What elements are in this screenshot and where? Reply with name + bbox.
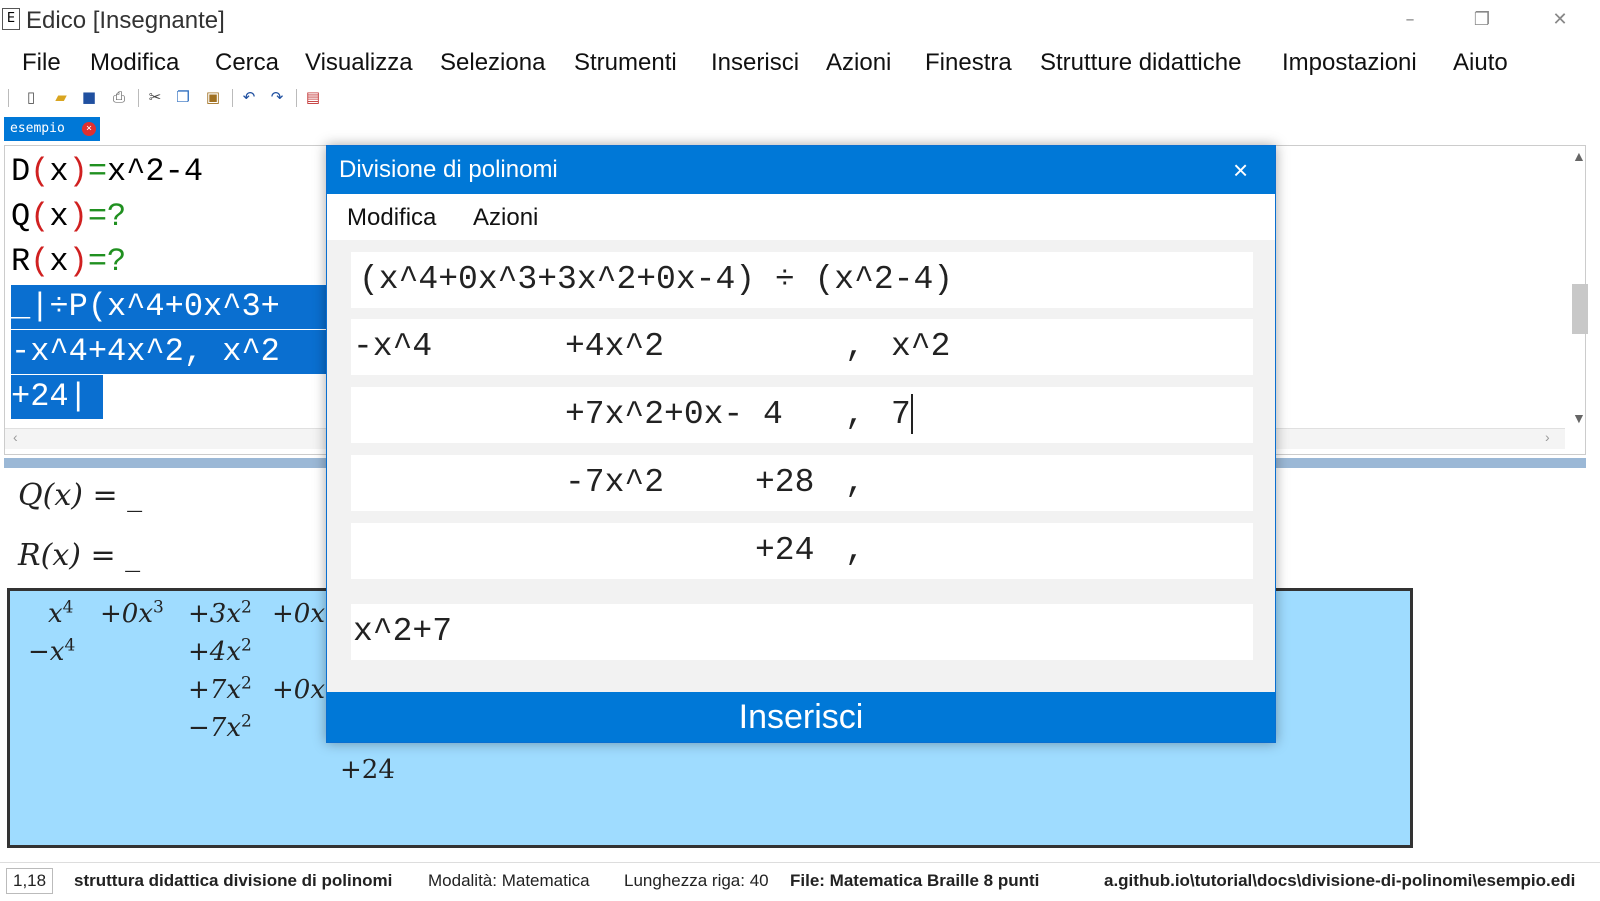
minimize-button[interactable]: – <box>1405 9 1415 30</box>
scroll-down-icon[interactable]: ▼ <box>1572 410 1586 426</box>
text-caret <box>911 394 913 434</box>
print-icon[interactable]: ⎙ <box>112 88 125 106</box>
row-comma: , <box>845 532 865 569</box>
dialog-menu-azioni[interactable]: Azioni <box>473 204 539 231</box>
expression: ? <box>107 198 127 235</box>
paren: ) <box>68 198 88 235</box>
paren: ( <box>30 153 50 190</box>
row-comma: , <box>845 328 865 365</box>
selected-line-5: -x^4+4x^2, x^2 <box>11 330 331 374</box>
row-right: 7 <box>891 396 911 433</box>
open-folder-icon[interactable]: ▰ <box>55 88 67 106</box>
q-eq: = _ <box>82 478 143 513</box>
variable: x <box>49 198 69 235</box>
title-bar <box>0 0 1600 42</box>
status-bar <box>0 862 1600 901</box>
preview-term: $+0x^3$ <box>100 597 164 629</box>
preview-term: $-x^4$ <box>28 635 76 667</box>
preview-term: +0x <box>272 675 325 705</box>
quotient-preview: Q(x) = _ <box>18 478 143 513</box>
insert-button[interactable]: Inserisci <box>327 692 1275 742</box>
dialog-title-bar <box>327 146 1275 194</box>
division-step-row[interactable] <box>351 523 1253 579</box>
variable: x <box>49 153 69 190</box>
toolbar-separator <box>296 89 297 107</box>
status-structure: struttura didattica divisione di polinomi <box>74 871 393 890</box>
scroll-right-icon[interactable]: › <box>1545 429 1550 445</box>
row-left: -x^4 <box>353 328 433 365</box>
status-file-mode: File: Matematica Braille 8 punti <box>790 871 1040 890</box>
preview-term: $x^4$ <box>48 597 74 629</box>
result-field[interactable] <box>351 604 1253 660</box>
tab-label: esempio <box>10 121 65 136</box>
scroll-thumb[interactable] <box>1572 284 1588 334</box>
dialog-title: Divisione di polinomi <box>339 156 558 183</box>
copy-icon[interactable]: ❐ <box>176 88 190 106</box>
paren: ( <box>30 198 50 235</box>
dialog-menu-modifica[interactable]: Modifica <box>347 204 437 231</box>
q-label: Q <box>18 478 43 513</box>
menu-strutture-didattiche[interactable]: Strutture didattiche <box>1040 49 1242 76</box>
row-text: (x^4+0x^3+3x^2+0x-4) ÷ (x^2-4) <box>359 261 954 298</box>
menu-strumenti[interactable]: Strumenti <box>574 49 677 76</box>
editor-line-2 <box>11 195 126 239</box>
row-mid: -7x^2 <box>565 464 665 501</box>
preview-term: $+4x^2$ <box>188 635 252 667</box>
line-name: Q <box>11 198 31 235</box>
scroll-left-icon[interactable]: ‹ <box>13 429 18 445</box>
paren: ( <box>30 243 50 280</box>
cursor-position: 1,18 <box>6 868 53 894</box>
q-var: x <box>54 478 72 513</box>
restore-button[interactable]: ❐ <box>1473 9 1491 30</box>
pdf-icon[interactable]: ▤ <box>305 88 321 106</box>
toolbar-separator <box>232 89 233 107</box>
row-comma: , <box>845 464 865 501</box>
status-path: a.github.io\tutorial\docs\divisione-di-polinomi\esempio.edi <box>1104 871 1576 890</box>
new-file-icon[interactable]: ▯ <box>26 88 36 106</box>
equals: = <box>87 153 108 190</box>
redo-icon[interactable]: ↷ <box>270 88 284 106</box>
dialog-menu-bar <box>327 194 1275 240</box>
preview-term: $+7x^2$ <box>188 673 252 705</box>
menu-aiuto[interactable]: Aiuto <box>1453 49 1508 76</box>
preview-term: $+3x^2$ <box>188 597 252 629</box>
line-name: R <box>11 243 31 280</box>
menu-modifica[interactable]: Modifica <box>90 49 180 76</box>
editor-line-3 <box>11 240 126 284</box>
document-tab[interactable] <box>4 117 100 141</box>
r-eq: = _ <box>80 538 141 573</box>
cut-icon[interactable]: ✂ <box>148 88 162 106</box>
r-var: x <box>52 538 70 573</box>
dialog-close-icon[interactable]: × <box>1233 155 1249 185</box>
row-mid2: +28 <box>755 464 815 501</box>
variable: x <box>49 243 69 280</box>
menu-inserisci[interactable]: Inserisci <box>711 49 800 76</box>
menu-azioni[interactable]: Azioni <box>826 49 892 76</box>
division-step-row[interactable] <box>351 319 1253 375</box>
paren: ) <box>68 243 88 280</box>
r-label: R <box>18 538 41 573</box>
equals: = <box>87 243 108 280</box>
close-window-button[interactable]: ✕ <box>1552 9 1568 30</box>
editor-line-1 <box>11 150 203 194</box>
menu-finestra[interactable]: Finestra <box>925 49 1012 76</box>
polynomial-division-dialog <box>326 145 1276 743</box>
menu-visualizza[interactable]: Visualizza <box>305 49 413 76</box>
toolbar <box>0 86 340 112</box>
division-step-row[interactable] <box>351 455 1253 511</box>
status-line-length: Lunghezza riga: 40 <box>624 871 769 890</box>
preview-term: $-7x^2$ <box>188 711 252 743</box>
row-comma: , <box>845 396 865 433</box>
menu-file[interactable]: File <box>22 49 61 76</box>
paren: ) <box>68 153 88 190</box>
line-name: D <box>11 153 31 190</box>
row-mid2: +24 <box>755 532 815 569</box>
division-step-row[interactable] <box>351 387 1253 443</box>
dividend-divisor-field[interactable] <box>351 252 1253 308</box>
menu-impostazioni[interactable]: Impostazioni <box>1282 49 1417 76</box>
equals: = <box>87 198 108 235</box>
selected-line-6: +24| <box>11 375 103 419</box>
preview-term: +0x <box>272 599 325 629</box>
menu-cerca[interactable]: Cerca <box>215 49 280 76</box>
window-title: Edico [Insegnante] <box>26 7 225 34</box>
row-mid: +7x^2+0x- 4 <box>565 396 783 433</box>
selected-line-4: _|÷P(x^4+0x^3+ <box>11 285 331 329</box>
status-mode: Modalità: Matematica <box>428 871 590 890</box>
scroll-up-icon[interactable]: ▲ <box>1572 148 1586 164</box>
vertical-scrollbar[interactable] <box>1568 148 1590 430</box>
expression: ? <box>107 243 127 280</box>
row-right: x^2 <box>891 328 951 365</box>
toolbar-grip <box>8 89 9 107</box>
paste-icon[interactable]: ▣ <box>205 88 221 106</box>
menu-bar <box>0 44 1600 84</box>
remainder-preview: R(x) = _ <box>18 538 141 573</box>
tab-close-icon[interactable]: × <box>82 122 96 136</box>
app-icon: E <box>2 8 20 30</box>
row-mid: +4x^2 <box>565 328 665 365</box>
save-icon[interactable]: ■ <box>81 88 97 106</box>
result-text: x^2+7 <box>353 613 453 650</box>
preview-term: +24 <box>340 755 395 785</box>
toolbar-separator <box>138 89 139 107</box>
menu-seleziona[interactable]: Seleziona <box>440 49 546 76</box>
expression: x^2-4 <box>107 153 204 190</box>
undo-icon[interactable]: ↶ <box>242 88 256 106</box>
